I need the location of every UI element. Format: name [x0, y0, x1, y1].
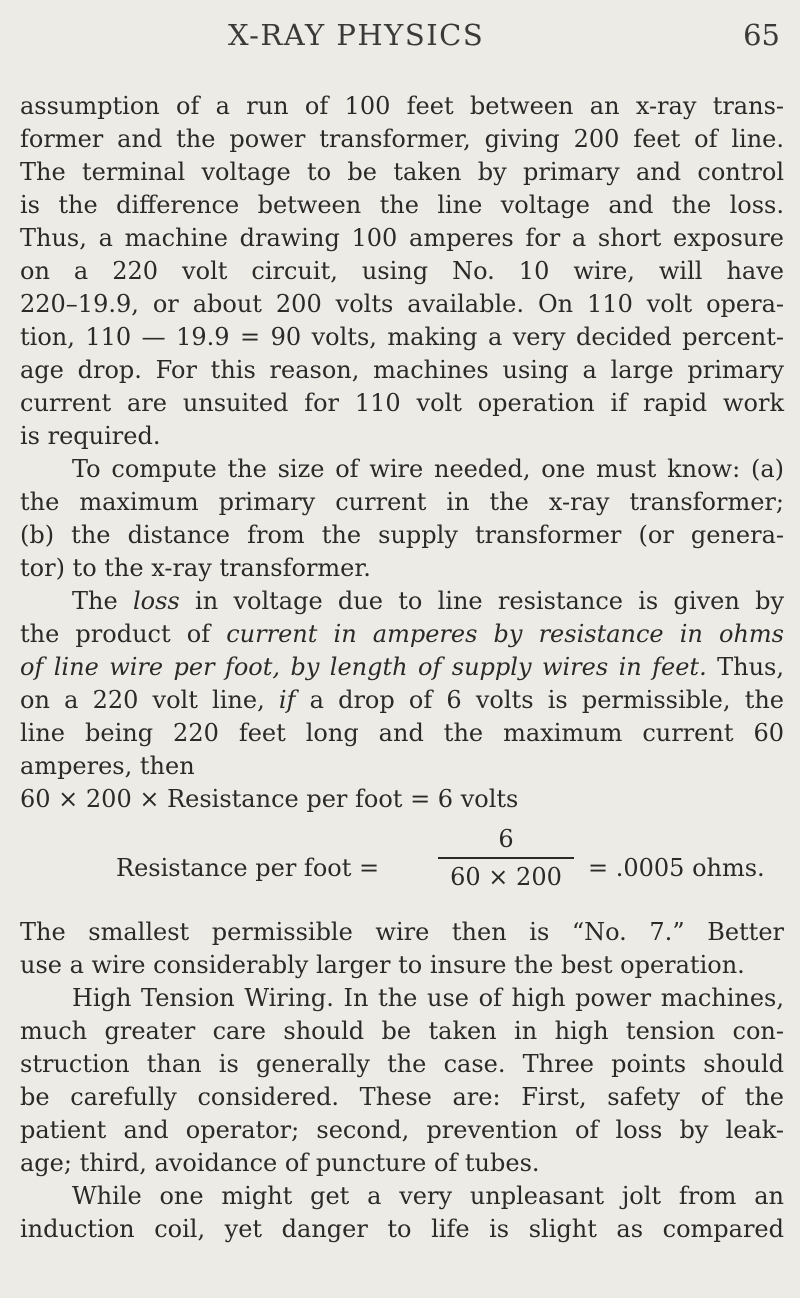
- equation-rhs: = .0005 ohms.: [588, 854, 765, 882]
- running-head: [0, 18, 800, 68]
- text-line: amperes, then: [20, 752, 195, 780]
- text-line: age; third, avoidance of puncture of tubes.: [20, 1149, 540, 1177]
- text-line: line being 220 feet long and the maximum current 60: [20, 719, 784, 747]
- resistance-equation: [20, 824, 784, 910]
- body-text: [20, 90, 784, 1246]
- text-line: is the difference between the line voltage and the loss.: [20, 191, 784, 219]
- text-line: tion, 110 — 19.9 = 90 volts, making a very decided percent-: [20, 323, 784, 351]
- text-line: age drop. For this reason, machines using a large primary: [20, 356, 784, 384]
- text-line: much greater care should be taken in high tension con-: [20, 1017, 784, 1045]
- equation-fraction: [438, 824, 574, 892]
- text-line: The terminal voltage to be taken by primary and control: [20, 158, 784, 186]
- text-line: on a 220 volt circuit, using No. 10 wire, will have: [20, 257, 784, 285]
- paragraph-wire-size: [20, 453, 784, 585]
- text-line: on a 220 volt line, if a drop of 6 volts is permissible, the: [20, 686, 784, 714]
- text-line: is required.: [20, 422, 161, 450]
- text-line: The smallest permissible wire then is “No. 7.” Better: [20, 918, 784, 946]
- text-line: of line wire per foot, by length of supply wires in feet. Thus,: [20, 653, 784, 681]
- fraction-denominator: 60 × 200: [450, 862, 562, 891]
- text-line: The loss in voltage due to line resistance is given by: [72, 587, 785, 615]
- paragraph-continued: [20, 90, 784, 453]
- text-line: be carefully considered. These are: First, safety of the: [20, 1083, 784, 1111]
- text-line: While one might get a very unpleasant jolt from an: [72, 1182, 784, 1210]
- fraction-bar: [438, 857, 574, 859]
- paragraph-wire-choice: [20, 916, 784, 982]
- paragraph-voltage-loss: [20, 585, 784, 816]
- text-line: High Tension Wiring. In the use of high power machines,: [72, 984, 784, 1012]
- text-line: tor) to the x-ray transformer.: [20, 554, 371, 582]
- text-line: Thus, a machine drawing 100 amperes for a short exposure: [20, 224, 784, 252]
- text-line: (b) the distance from the supply transformer (or genera-: [20, 521, 784, 549]
- paragraph-induction-coil: [20, 1180, 784, 1246]
- equation-lhs: Resistance per foot =: [116, 854, 380, 882]
- text-line: 220–19.9, or about 200 volts available. On 110 volt opera-: [20, 290, 784, 318]
- text-line: the product of current in amperes by resistance in ohms: [20, 620, 784, 648]
- text-line: current are unsuited for 110 volt operation if rapid work: [20, 389, 784, 417]
- text-line: assumption of a run of 100 feet between an x-ray trans-: [20, 92, 784, 120]
- text-line: former and the power transformer, giving 200 feet of line.: [20, 125, 784, 153]
- text-line: use a wire considerably larger to insure the best operation.: [20, 951, 745, 979]
- text-line: 60 × 200 × Resistance per foot = 6 volts: [20, 785, 519, 813]
- text-line: the maximum primary current in the x-ray transformer;: [20, 488, 784, 516]
- running-title: X-RAY PHYSICS: [228, 18, 485, 52]
- text-line: induction coil, yet danger to life is slight as compared: [20, 1215, 784, 1243]
- text-line: To compute the size of wire needed, one must know: (a): [72, 455, 784, 483]
- text-line: struction than is generally the case. Three points should: [20, 1050, 784, 1078]
- text-line: patient and operator; second, prevention of loss by leak-: [20, 1116, 784, 1144]
- page-number: 65: [743, 18, 780, 52]
- paragraph-high-tension: [20, 982, 784, 1180]
- fraction-numerator: 6: [498, 825, 514, 853]
